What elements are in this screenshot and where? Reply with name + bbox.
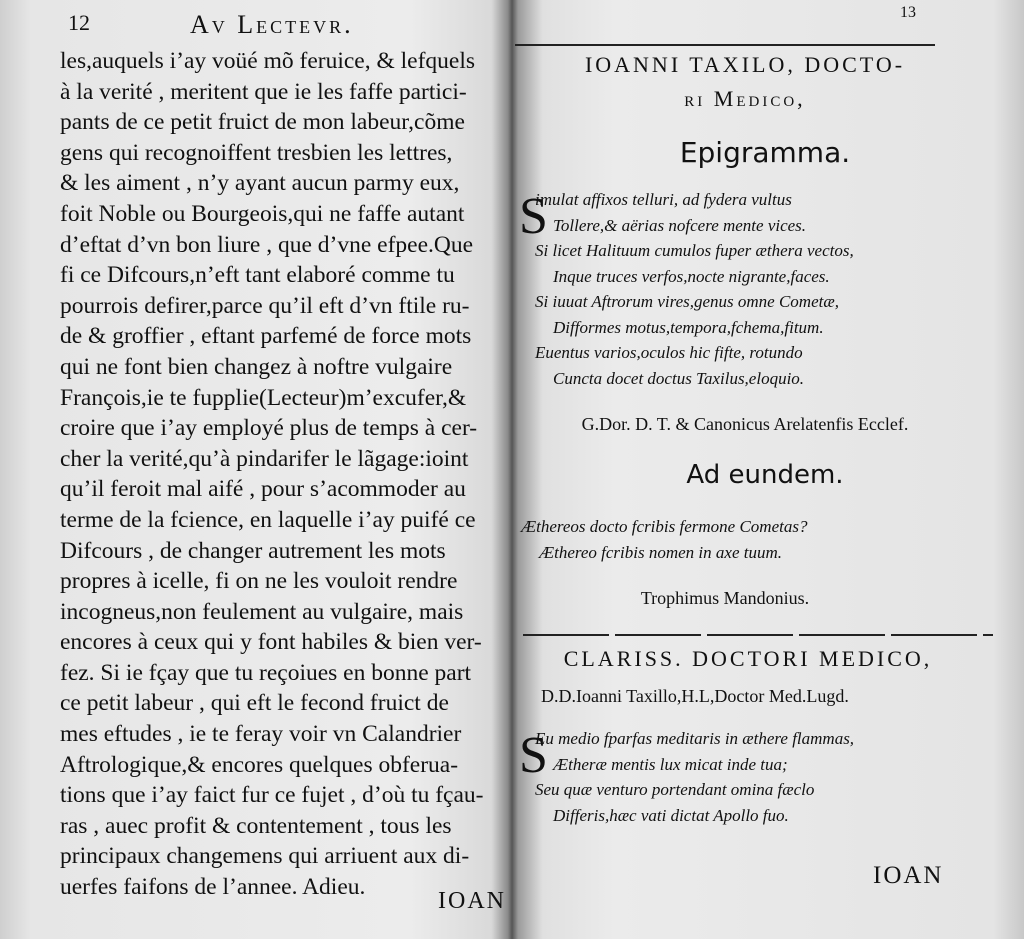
text-line: Euentus varios,oculos hic fifte, rotundo (535, 343, 803, 362)
text-line: tions que i’ay faict fur ce fujet , d’où tu fçau- (60, 782, 484, 809)
section-rule (523, 634, 993, 636)
left-page (0, 0, 508, 939)
dedication-poem (519, 726, 854, 828)
text-line: Differis,hæc vati dictat Apollo fuo. (553, 805, 789, 825)
text-line: à la verité , meritent que ie les faffe partici- (60, 78, 467, 105)
text-line: Difcours , de changer autrement les mots (60, 537, 446, 564)
text-line: Cuncta docet doctus Taxilus,eloquio. (553, 368, 805, 388)
running-head: Av Lectevr. (190, 10, 354, 39)
text-line: Æthereos docto fcribis fermone Cometas? (521, 517, 808, 536)
text-line: encores à ceux qui y font habiles & bien ver- (60, 629, 482, 656)
text-line: incogneus,non feulement au vulgaire, mais (60, 598, 464, 625)
text-line: Si iuuat Aftrorum vires,genus omne Cometæ, (535, 292, 839, 311)
dedication-subtitle: D.D.Ioanni Taxillo,H.L,Doctor Med.Lugd. (541, 686, 849, 706)
text-line: principaux changemens qui arriuent aux di- (60, 843, 470, 870)
text-line: fez. Si ie fçay que tu reçoiues en bonne part (60, 659, 472, 686)
text-line: gens qui recognoiffent tresbien les lettres, (60, 139, 453, 166)
text-line: pants de ce petit fruict de mon labeur,cõme (60, 109, 465, 136)
text-line: Æthereo fcribis nomen in axe tuum. (539, 542, 782, 562)
text-line: imulat affixos telluri, ad fydera vultus (535, 190, 792, 209)
text-line: Eu medio fparfas meditaris in æthere flammas, (535, 729, 855, 748)
text-line: qui ne font bien changez à noftre vulgaire (60, 353, 453, 380)
epigram-poem (519, 187, 854, 391)
page-number: 12 (68, 10, 90, 35)
signature: G.Dor. D. T. & Canonicus Arelatenfis Ecclef. (581, 414, 909, 434)
text-line: cher la verité,qu’à pindarifer le lãgage:ioint (60, 445, 469, 472)
drop-cap: S (519, 727, 548, 784)
text-line: mes eftudes , ie te feray voir vn Calandrier (60, 721, 462, 748)
text-line: de & groffier , eftant parfemé de force mots (60, 323, 472, 350)
text-line: & les aiment , n’y ayant aucun parmy eux, (60, 170, 460, 197)
heading-epigramma: Epigramma. (679, 136, 851, 169)
text-line: ce petit labeur , qui eft le fecond fruict de (60, 690, 449, 717)
dedication-title-continued: ri Medico, (684, 86, 806, 111)
dedication-title: CLARISS. DOCTORI MEDICO, (563, 646, 933, 671)
dedication-title: IOANNI TAXILO, DOCTO- (584, 52, 906, 77)
top-rule (515, 44, 935, 46)
couplet-poem (521, 514, 807, 565)
text-line: pourrois defirer,parce qu’il eft d’vn ftile ru- (60, 292, 470, 319)
catchword: IOAN (873, 862, 944, 889)
text-line: Si licet Halituum cumulos fuper æthera vectos, (535, 241, 854, 260)
catchword: IOAN (438, 888, 506, 914)
text-line: propres à icelle, fi on ne les vouloit rendre (60, 568, 458, 595)
heading-ad-eundem: Ad eundem. (686, 460, 844, 490)
text-line: Ætheræ mentis lux micat inde tua; (553, 754, 788, 774)
text-line: d’eftat d’vn bon liure , que d’vne efpee.Que (60, 231, 474, 258)
signature: Trophimus Mandonius. (640, 588, 810, 608)
text-line: qu’il feroit mal aifé , pour s’acommoder au (60, 476, 466, 503)
text-line: ras , auec profit & contentement , tous les (60, 812, 452, 839)
text-line: terme de la fcience, en laquelle i’ay puifé ce (60, 506, 476, 533)
text-line: croire que i’ay employé plus de temps à cer- (60, 415, 478, 442)
text-line: Inque truces verfos,nocte nigrante,faces. (553, 266, 830, 286)
text-line: Tollere,& aërias nofcere mente vices. (553, 215, 807, 235)
text-line: Difformes motus,tempora,fchema,fitum. (553, 317, 824, 337)
text-line: les,auquels i’ay voüé mõ feruice, & lefquels (60, 48, 476, 74)
page-number: 13 (900, 4, 916, 21)
text-line: foit Noble ou Bourgeois,qui ne faffe autant (60, 200, 465, 227)
prose-text (60, 46, 508, 903)
text-line: François,ie te fupplie(Lecteur)m’excufer,& (60, 384, 467, 411)
text-line: fi ce Difcours,n’eft tant elaboré comme tu (60, 262, 455, 289)
right-page (515, 0, 1024, 939)
text-line: uerfes faifons de l’annee. Adieu. (60, 874, 366, 901)
drop-cap: S (519, 188, 548, 245)
text-line: Seu quæ venturo portendant omina fæclo (535, 780, 815, 799)
text-line: Aftrologique,& encores quelques obferua- (60, 751, 459, 778)
